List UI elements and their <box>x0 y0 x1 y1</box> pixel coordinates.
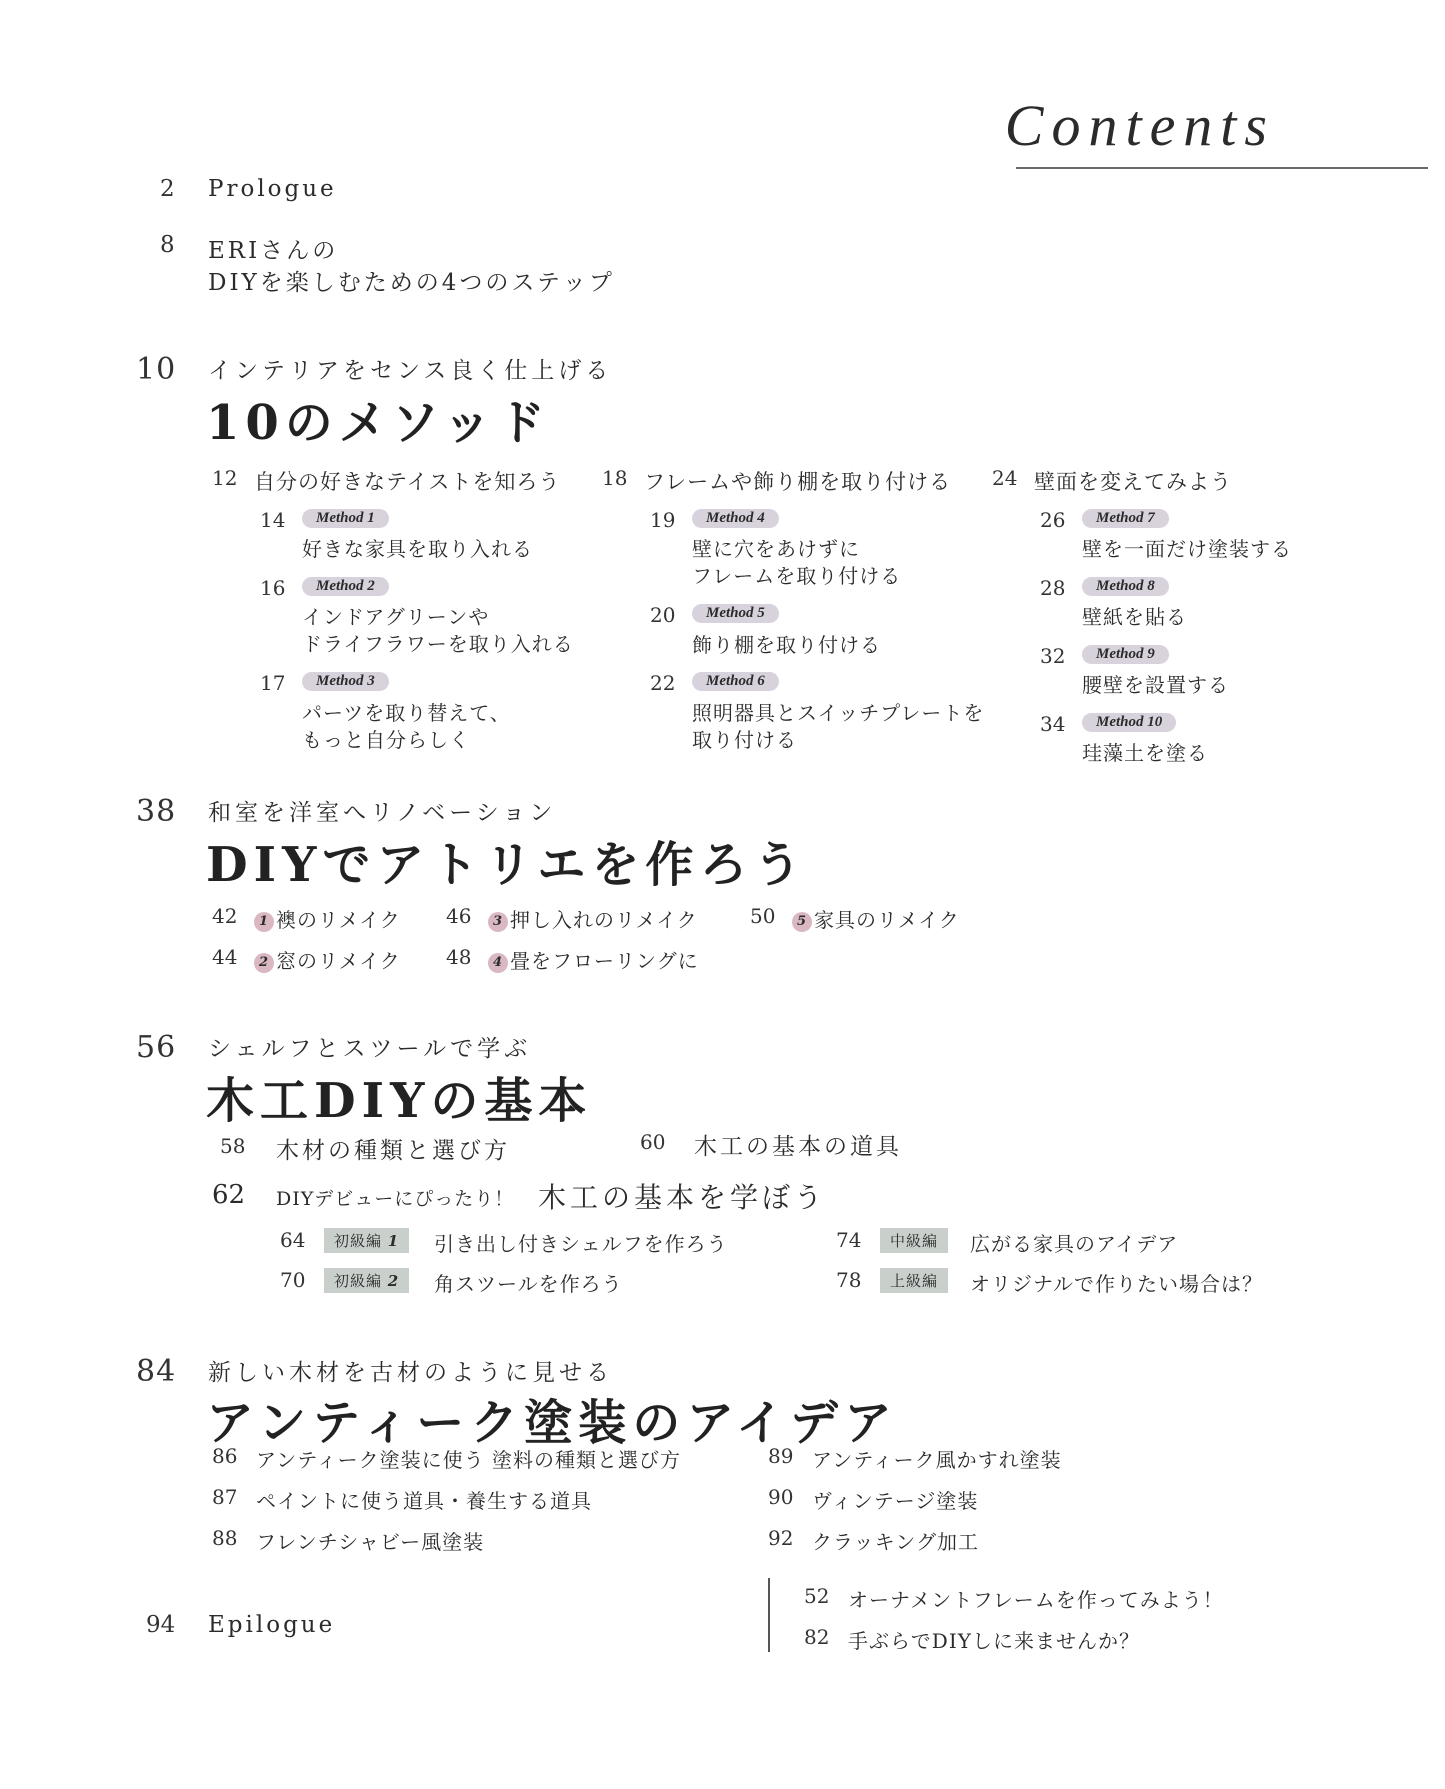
method-label[interactable]: 飾り棚を取り付ける <box>692 633 881 657</box>
ch4-title[interactable]: アンティーク塗装のアイデア <box>206 1395 898 1451</box>
eri-page: 8 <box>160 232 175 258</box>
ch4-item-page: 88 <box>212 1526 238 1550</box>
ch2-item[interactable] <box>488 945 699 974</box>
prologue-title[interactable]: Prologue <box>208 176 337 202</box>
ch4-subtitle: 新しい木材を古材のように見せる <box>208 1360 613 1386</box>
ch3-c-small: DIYデビューにぴったり！ <box>276 1188 515 1210</box>
method-label[interactable]: 腰壁を設置する <box>1082 673 1229 697</box>
number-badge: 2 <box>254 953 274 973</box>
level-page: 64 <box>280 1228 306 1252</box>
ch2-item-page: 50 <box>750 904 776 928</box>
method-page: 22 <box>650 671 676 695</box>
method-label[interactable]: インドアグリーンや <box>302 605 490 629</box>
method-page: 14 <box>260 508 286 532</box>
method-badge: Method 1 <box>302 509 389 528</box>
level-badge: 初級編 2 <box>324 1268 409 1293</box>
ch2-item-label: 襖のリメイク <box>276 908 401 932</box>
method-page: 28 <box>1040 576 1066 600</box>
level-badge: 中級編 <box>880 1228 948 1253</box>
level-page: 70 <box>280 1268 306 1292</box>
ch1-page: 10 <box>136 352 177 387</box>
ch4-item-label[interactable]: クラッキング加工 <box>812 1530 979 1554</box>
method-label[interactable]: ドライフラワーを取り入れる <box>302 632 574 656</box>
number-badge: 4 <box>488 953 508 973</box>
ch4-item-label[interactable]: アンティーク塗装に使う 塗料の種類と選び方 <box>256 1448 681 1472</box>
ch1-col2-title[interactable]: フレームや飾り棚を取り付ける <box>644 470 952 494</box>
ch2-item[interactable] <box>254 904 401 933</box>
method-page: 17 <box>260 671 286 695</box>
title-rule <box>1016 167 1428 169</box>
method-badge: Method 10 <box>1082 713 1176 732</box>
ch2-item-label: 窓のリメイク <box>276 949 401 973</box>
method-label[interactable]: 壁に穴をあけずに <box>692 537 860 561</box>
ch1-title[interactable]: 10のメソッド <box>206 395 551 451</box>
ch3-page: 56 <box>136 1030 177 1065</box>
level-label[interactable]: 角スツールを作ろう <box>434 1272 623 1296</box>
ch4-item-label[interactable]: フレンチシャビー風塗装 <box>256 1530 485 1554</box>
method-label[interactable]: 壁紙を貼る <box>1082 605 1187 629</box>
method-badge: Method 6 <box>692 672 779 691</box>
ch2-item[interactable] <box>488 904 698 933</box>
level-label[interactable]: 広がる家具のアイデア <box>970 1232 1179 1256</box>
method-label[interactable]: もっと自分らしく <box>302 728 470 752</box>
ch2-item-page: 42 <box>212 904 238 928</box>
level-label[interactable]: オリジナルで作りたい場合は？ <box>970 1272 1263 1296</box>
method-label[interactable]: 壁を一面だけ塗装する <box>1082 537 1292 561</box>
method-label[interactable]: 照明器具とスイッチプレートを <box>692 701 985 725</box>
method-label[interactable]: フレームを取り付ける <box>692 564 902 588</box>
level-page: 74 <box>836 1228 862 1252</box>
extra-page: 82 <box>804 1625 830 1649</box>
epilogue-page: 94 <box>146 1612 176 1638</box>
ch2-item-label: 押し入れのリメイク <box>510 908 698 932</box>
ch3-subtitle: シェルフとスツールで学ぶ <box>208 1036 532 1062</box>
method-badge: Method 7 <box>1082 509 1169 528</box>
ch2-item-label: 家具のリメイク <box>814 908 960 932</box>
ch4-page: 84 <box>136 1354 177 1389</box>
method-label[interactable]: 取り付ける <box>692 728 797 752</box>
prologue-page: 2 <box>160 176 175 202</box>
method-page: 16 <box>260 576 286 600</box>
method-label[interactable]: 珪藻土を塗る <box>1082 741 1208 765</box>
ch4-item-page: 86 <box>212 1444 238 1468</box>
ch2-item[interactable] <box>792 904 960 933</box>
ch3-a-label[interactable]: 木材の種類と選び方 <box>276 1138 510 1164</box>
extras-divider <box>768 1578 770 1652</box>
method-page: 34 <box>1040 712 1066 736</box>
ch1-col3-title[interactable]: 壁面を変えてみよう <box>1034 470 1232 494</box>
ch2-item-page: 44 <box>212 945 238 969</box>
method-page: 26 <box>1040 508 1066 532</box>
contents-title: Contents <box>1004 93 1275 158</box>
method-badge: Method 9 <box>1082 645 1169 664</box>
extra-label[interactable]: オーナメントフレームを作ってみよう！ <box>848 1588 1224 1612</box>
method-page: 20 <box>650 603 676 627</box>
ch3-title[interactable]: 木工DIYの基本 <box>206 1073 593 1129</box>
ch2-page: 38 <box>136 794 177 829</box>
ch3-b-label[interactable]: 木工の基本の道具 <box>694 1134 902 1160</box>
ch1-col3-page: 24 <box>992 466 1018 490</box>
method-badge: Method 8 <box>1082 577 1169 596</box>
eri-line2[interactable]: DIYを楽しむための4つのステップ <box>208 270 615 296</box>
ch2-item-page: 46 <box>446 904 472 928</box>
ch2-title[interactable]: DIYでアトリエを作ろう <box>206 837 808 893</box>
ch1-col2-page: 18 <box>602 466 628 490</box>
epilogue-title[interactable]: Epilogue <box>208 1612 336 1638</box>
ch1-subtitle: インテリアをセンス良く仕上げる <box>208 358 613 384</box>
method-label[interactable]: 好きな家具を取り入れる <box>302 537 533 561</box>
number-badge: 1 <box>254 912 274 932</box>
ch1-col1-title[interactable]: 自分の好きなテイストを知ろう <box>254 470 561 494</box>
method-badge: Method 3 <box>302 672 389 691</box>
ch3-c-label[interactable]: 木工の基本を学ぼう <box>538 1181 827 1214</box>
ch3-c-page: 62 <box>212 1180 246 1210</box>
level-badge: 上級編 <box>880 1268 948 1293</box>
level-label[interactable]: 引き出し付きシェルフを作ろう <box>434 1232 728 1256</box>
ch2-item[interactable] <box>254 945 401 974</box>
ch4-item-label[interactable]: アンティーク風かすれ塗装 <box>812 1448 1062 1472</box>
method-label[interactable]: パーツを取り替えて、 <box>302 701 511 725</box>
number-badge: 5 <box>792 912 812 932</box>
method-badge: Method 5 <box>692 604 779 623</box>
ch2-subtitle: 和室を洋室へリノベーション <box>208 800 557 826</box>
ch3-a-page: 58 <box>220 1134 246 1158</box>
ch4-item-page: 92 <box>768 1526 794 1550</box>
eri-line1[interactable]: ERIさんの <box>208 238 339 264</box>
method-page: 32 <box>1040 644 1066 668</box>
ch4-item-page: 87 <box>212 1485 238 1509</box>
extra-page: 52 <box>804 1584 830 1608</box>
ch4-item-page: 90 <box>768 1485 794 1509</box>
number-badge: 3 <box>488 912 508 932</box>
ch4-item-page: 89 <box>768 1444 794 1468</box>
ch1-col1-page: 12 <box>212 466 238 490</box>
extra-label[interactable]: 手ぶらでDIYしに来ませんか？ <box>848 1629 1140 1653</box>
ch2-item-page: 48 <box>446 945 472 969</box>
method-page: 19 <box>650 508 676 532</box>
ch2-item-label: 畳をフローリングに <box>510 949 699 973</box>
level-badge: 初級編 1 <box>324 1228 409 1253</box>
level-page: 78 <box>836 1268 862 1292</box>
ch3-b-page: 60 <box>640 1130 666 1154</box>
method-badge: Method 4 <box>692 509 779 528</box>
ch4-item-label[interactable]: ヴィンテージ塗装 <box>812 1489 979 1513</box>
ch4-item-label[interactable]: ペイントに使う道具・養生する道具 <box>256 1489 592 1513</box>
method-badge: Method 2 <box>302 577 389 596</box>
